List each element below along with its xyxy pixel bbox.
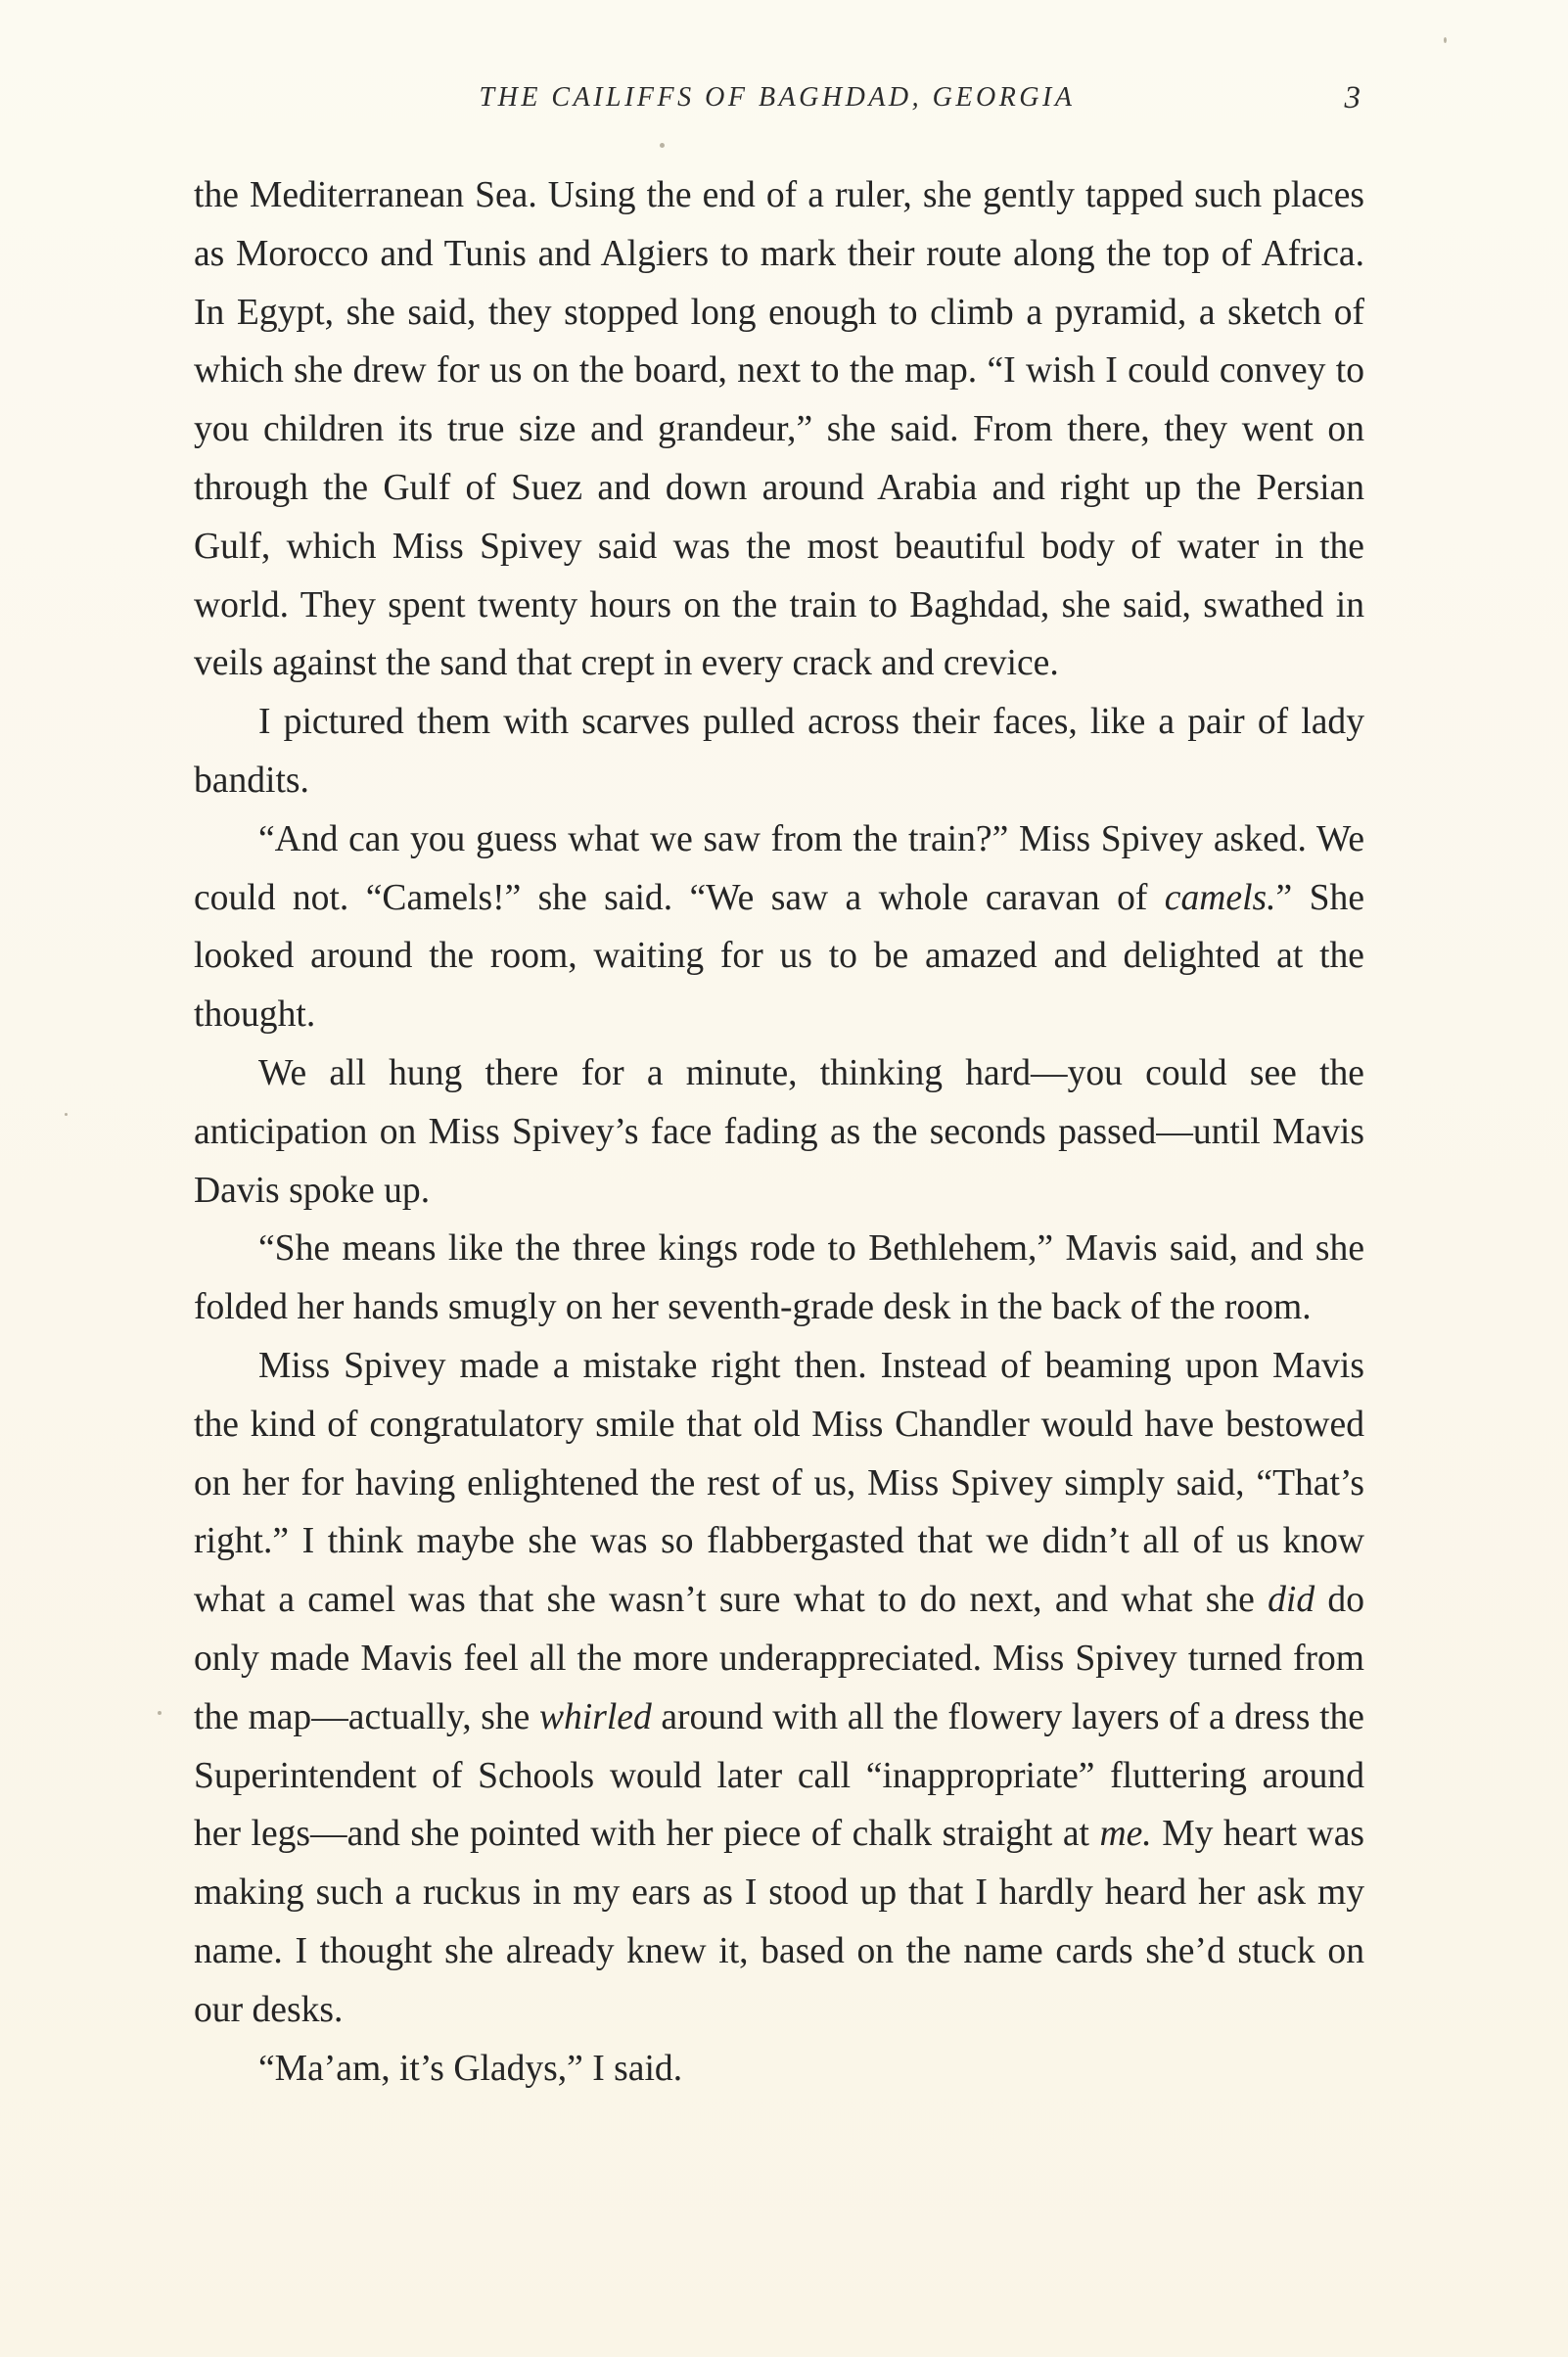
paragraph: [194, 2040, 1364, 2099]
text-segment: “Ma’am, it’s Gladys,” I said.: [258, 2048, 683, 2089]
italic-text-segment: did: [1268, 1580, 1315, 1621]
paper-speck: [660, 143, 665, 148]
paper-speck: [65, 1113, 68, 1116]
paragraph: [194, 1220, 1364, 1337]
text-segment: We all hung there for a minute, thinking hard—you could see the anticipation on Miss Spivey’s face fading as the seconds passed—until Mavis Davis spoke up.: [194, 1052, 1364, 1211]
italic-text-segment: whirled: [538, 1696, 652, 1737]
body-text: [194, 166, 1364, 2098]
text-segment: I pictured them with scarves pulled across their faces, like a pair of lady bandits.: [194, 702, 1364, 801]
text-segment: around with all the flowery layers of a dress the Superintendent of Schools would later call “inappropriate” fluttering around her legs—and she pointed with her piece of chalk straight at: [194, 1696, 1364, 1855]
paragraph: [194, 810, 1364, 1044]
paragraph: [194, 1044, 1364, 1220]
paper-speck: [158, 1711, 161, 1715]
paragraph: [194, 1337, 1364, 2040]
running-head: [194, 82, 1360, 125]
text-segment: “She means like the three kings rode to Bethlehem,” Mavis said, and she folded her hands smugly on her seventh-grade desk in the back of the room.: [194, 1228, 1364, 1328]
italic-text-segment: camels.: [1164, 877, 1276, 918]
italic-text-segment: me.: [1099, 1814, 1152, 1855]
text-segment: My heart was making such a ruckus in my ears as I stood up that I hardly heard her ask my name. I thought she already knew it, based on the name cards she’d stuck on our desks.: [194, 1814, 1364, 2030]
page-number: 3: [1344, 80, 1360, 116]
paragraph: [194, 166, 1364, 693]
text-segment: “And can you guess what we saw from the train?” Miss Spivey asked. We could not. “Camels!” she said. “We saw a whole caravan of: [194, 818, 1364, 918]
text-segment: do only made Mavis feel all the more underappreciated. Miss Spivey turned from the map—actually, she: [194, 1580, 1364, 1737]
paper-speck: [1444, 37, 1447, 43]
text-segment: ” She looked around the room, waiting for us to be amazed and delighted at the thought.: [194, 877, 1364, 1036]
text-segment: the Mediterranean Sea. Using the end of a ruler, she gently tapped such places as Morocco and Tunis and Algiers to mark their route along the top of Africa. In Egypt, she said, they stopped long enough to climb a pyramid, a sketch of which she drew for us on the board, next to the map. “I wish I could convey to you children its true size and grandeur,” she said. From there, they went on through the Gulf of Suez and down around Arabia and right up the Persian Gulf, which Miss Spivey said was the most beautiful body of water in the world. They spent twenty hours on the train to Baghdad, she said, swathed in veils against the sand that crept in every crack and crevice.: [194, 175, 1364, 684]
text-segment: Miss Spivey made a mistake right then. Instead of beaming upon Mavis the kind of congratulatory smile that old Miss Chandler would have bestowed on her for having enlightened the rest of us, Miss Spivey simply said, “That’s right.” I think maybe she was so flabbergasted that we didn’t all of us know what a camel was that she wasn’t sure what to do next, and what she: [194, 1345, 1364, 1621]
running-title: THE CAILIFFS OF BAGHDAD, GEORGIA: [479, 82, 1076, 113]
paragraph: [194, 693, 1364, 810]
